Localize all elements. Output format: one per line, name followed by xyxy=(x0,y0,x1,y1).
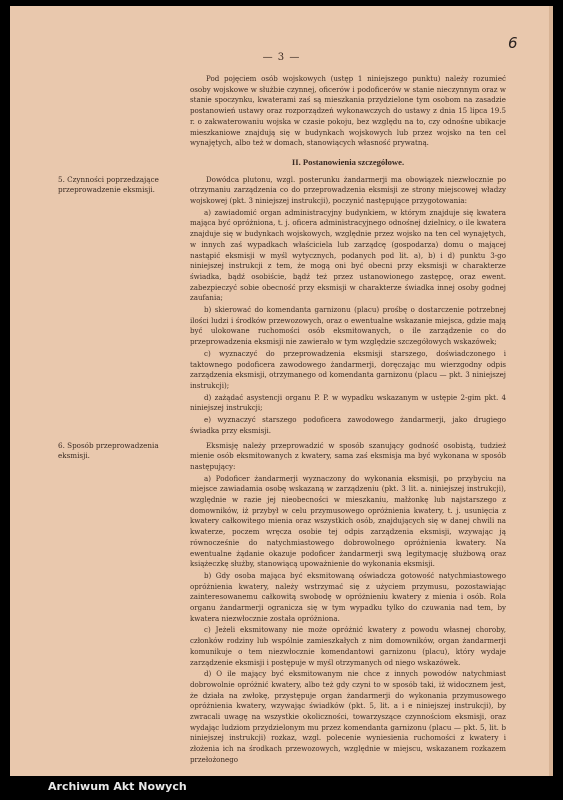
section6-intro: Eksmisję należy przeprowadzić w sposób szanujący godność osobistą, tudzież mienie osób eksmitowanych z kwatery, sama zaś eksmisja ma być wykonana w sposób następujący: xyxy=(190,440,506,471)
section6-item-b: b) Gdy osoba mająca być eksmitowaną oświadcza gotowość natychmiastowego opróżnienia kwatery, należy wstrzymać się z użyciem przymusu, pozostawiając zainteresowanemu całkowitą swobodę w opróżnieniu kwatery z mienia i osób. Rola organu żandarmerji ogranicza się w tym wypadku tylko do czuwania nad tem, by kwatera niezwłocznie została opróżniona. xyxy=(190,570,506,623)
margin-note-6: 6. Sposób przeprowadzenia eksmisji. xyxy=(58,440,159,460)
section5-item-e: e) wyznaczyć starszego podoficera zawodowego żandarmerji, jako drugiego świadka przy eksmisji. xyxy=(190,415,506,435)
archive-footer xyxy=(0,776,563,800)
section5-intro: Dowódca plutonu, wzgl. posterunku żandarmerji ma obowiązek niezwłocznie po otrzymaniu zarządzenia co do przeprowadzenia eksmisji ze strony miejscowej władzy wojskowej (pkt. 3 niniejszej instrukcji), poczynić następujące przygotowania: xyxy=(190,174,506,206)
page-number: — 3 — xyxy=(262,52,301,63)
intro-paragraph: Pod pojęciem osób wojskowych (ustęp 1 niniejszego punktu) należy rozumieć osoby wojskowe w służbie czynnej, oficerów i podoficerów w stanie nieczynnym oraz w stanie spoczynku, kwaterami zaś są mieszkania przydzielone tym osobom na zasadzie postanowień ustawy oraz rozporządzeń wykonawczych do ustawy z dnia 15 lipca 19.5 r. o zakwaterowaniu wojska w czasie pokoju, bez względu na to, czy odnośne ubikacje mieszkaniowe znajdują się w budynkach wojskowych lub przez wojsko na ten cel wynajętych, albo też w domach, stanowiących własność prywatną. xyxy=(190,74,506,148)
handwritten-page-mark: 6 xyxy=(508,34,518,52)
document-body xyxy=(190,74,506,767)
section5-item-c: c) wyznaczyć do przeprowadzenia eksmisji starszego, doświadczonego i taktownego podoficera zawodowego żandarmerji, doręczając mu wierzgodny odpis zarządzenia eksmisji, otrzymanego od komendanta garnizonu (placu — pkt. 3 niniejszej instrukcji); xyxy=(190,348,506,390)
section5-item-b: b) skierować do komendanta garnizonu (placu) prośbę o dostarczenie potrzebnej ilości ludzi i środków przewozowych, oraz o ewentualne wskazanie miejsca, gdzie mają być ulokowane ruchomości osób eksmitowanych, o ile zarządzenie co do przeprowadzenia eksmisji nie zawierało w tym względzie szczegółowych wskazówek; xyxy=(190,305,506,347)
archive-label: Archiwum Akt Nowych xyxy=(48,780,187,793)
section6-item-d: d) O ile mający być eksmitowanym nie chce z innych powodów natychmiast dobrowolnie opróżnić kwatery, albo też gdy czyni to w sposób taki, iż widocznem jest, że działa na zwłokę, przystępuje organ żandarmerji do wykonania przymusowego opróżnienia kwatery, wzywając świadków (pkt. 5, lit. a i e niniejszej instrukcji), by zwracali uwagę na wszystkie okoliczności, towarzyszące czynnościom eksmisji, oraz wydając ludziom przydzielonym mu przez komendanta garnizonu (placu — pkt. 5, lit. b niniejszej instrukcji) rozkaz, wzgl. polecenie wyniesienia ruchomości z kwatery i złożenia ich na środkach przewozowych, względnie w miejscu, wskazanem rozkazem przełożonego xyxy=(190,669,506,764)
section6-item-c: c) Jeżeli eksmitowany nie może opróżnić kwatery z powodu własnej choroby, członków rodziny lub wspólnie zamieszkałych z nim domowników, organ żandarmerji komunikuje o tem niezwłocznie komendantowi garnizonu (placu), który wydaje zarządzenie eksmisji i postępuje w myśl otrzymanych od niego wskazówek. xyxy=(190,625,506,667)
section-6 xyxy=(190,441,506,766)
section6-item-a: a) Podoficer żandarmerji wyznaczony do wykonania eksmisji, po przybyciu na miejsce zawiadamia osobę wskazaną w zarządzeniu (pkt. 3 lit. a. niniejszej instrukcji), względnie w razie jej nieobecności w mieszkaniu, małżonkę lub najstarszego z domowników, iż przybył w celu przymusowego opróżnienia kwatery, t. j. usunięcia z kwatery całkowitego mienia oraz wszystkich osób, znajdujących się w danej chwili na kwaterze, poczem wręcza osobie tej odpis zarządzenia eksmisji, wzywając ją równocześnie do natychmiastowego dobrowolnego opróżnienia kwatery. Na ewentualne żądanie okazuje podoficer żandarmerji swą legitymację służbową oraz książeczkę służby, stanowiącą upoważnienie do wykonania eksmisji. xyxy=(190,473,506,569)
section5-item-d: d) zażądać asystencji organu P. P. w wypadku wskazanym w ustępie 2-gim pkt. 4 niniejszej instrukcji; xyxy=(190,392,506,413)
paper-edge xyxy=(549,6,553,776)
section-5 xyxy=(190,175,506,437)
section5-item-a: a) zawiadomić organ administracyjny budynkiem, w którym znajduje się kwatera mająca być opróżniona, t. j. oficera administracyjnego odnośnej dzielnicy, o ile kwatera znajduje się w budynkach wojskowych, względnie przez wojsko na ten cel wynajętych, w innych zaś wypadkach właściciela lub zarządcę (gospodarza) domu o mającej nastąpić eksmisji w myśl wytycznych, podanych pod lit. a), b) i d) punktu 3-go niniejszej instrukcji z tem, że mogą oni być obecni przy eksmisji w charakterze świadka, bądź osobiście, bądź też przez ustanowionego zastępcę, oraz ewent. zabezpieczyć sobie obecność przy eksmisji w charakterze świadka innej osoby godnej zaufania; xyxy=(190,207,506,303)
document-page xyxy=(10,6,553,776)
section-heading: II. Postanowienia szczegółowe. xyxy=(291,156,405,167)
margin-note-5: 5. Czynności poprzedzające przeprowadzenie eksmisji. xyxy=(58,174,159,195)
